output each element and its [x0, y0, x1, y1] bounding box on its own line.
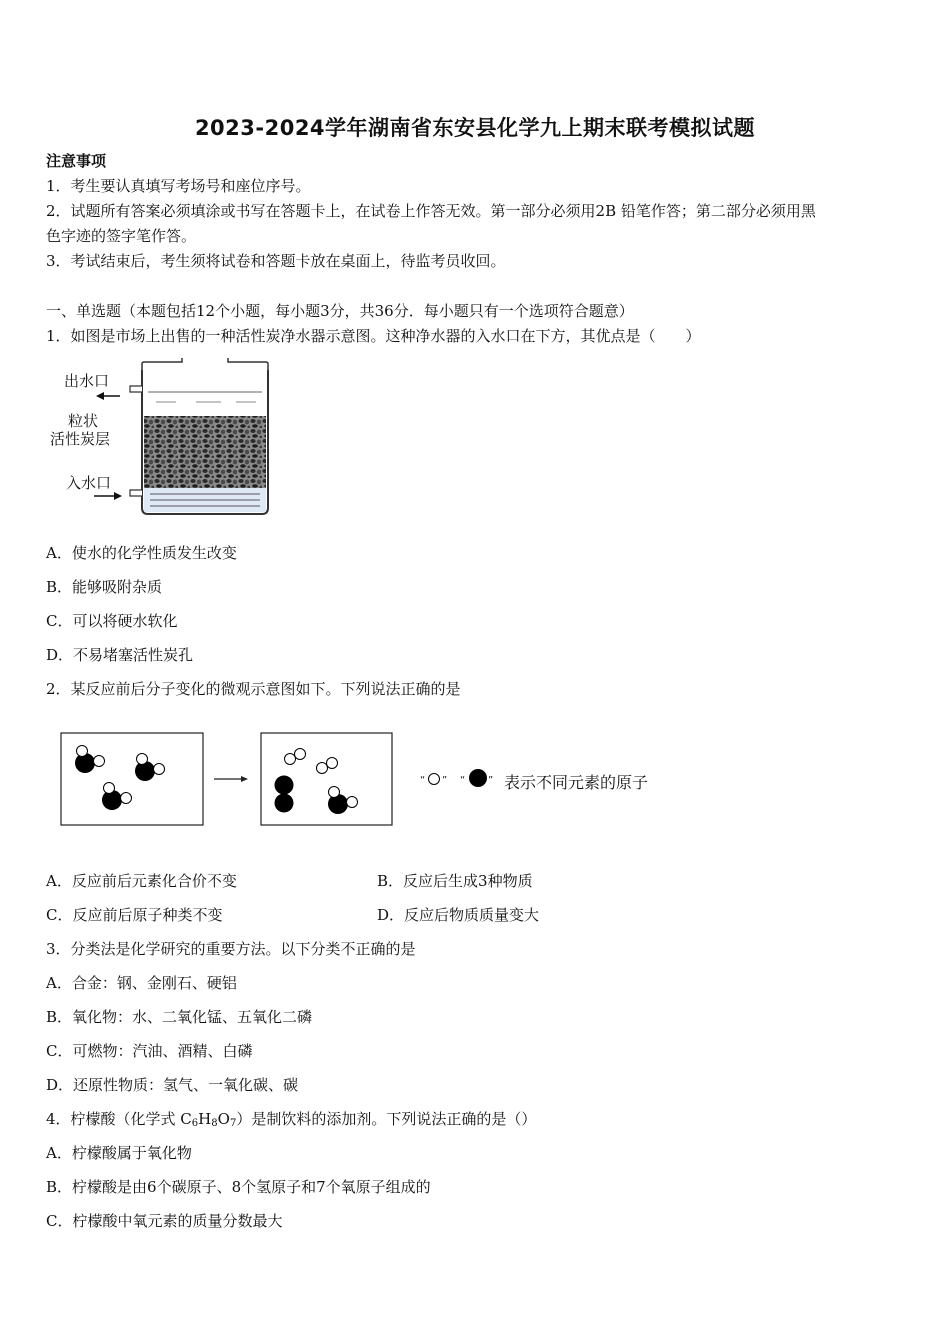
svg-text:”: ” [488, 775, 494, 786]
white-atom-icon [429, 774, 440, 785]
question-2-stem: 2．某反应前后分子变化的微观示意图如下。下列说法正确的是 [46, 680, 461, 698]
formula-sub: 6 [191, 1118, 199, 1129]
q3-option-a: A．合金：钢、金刚石、硬铝 [46, 974, 237, 992]
question-1-stem: 1．如图是市场上出售的一种活性炭净水器示意图。这种净水器的入水口在下方，其优点是（ ） [46, 327, 701, 345]
layer-label-line1: 粒状 [68, 412, 99, 430]
q4-stem-after: ）是制饮料的添加剂。下列说法正确的是（） [236, 1110, 537, 1128]
formula-element: O [217, 1110, 230, 1128]
formula-element: H [198, 1110, 212, 1128]
notice-item: 1．考生要认真填写考场号和座位序号。 [46, 177, 311, 195]
notice-item: 色字迹的签字笔作答。 [46, 227, 197, 245]
notice-item: 2．试题所有答案必须填涂或书写在答题卡上，在试卷上作答无效。第一部分必须用2B 铅笔作答；第二部分必须用黑 [46, 202, 816, 220]
layer-label-line2: 活性炭层 [50, 430, 111, 448]
question-3-stem: 3．分类法是化学研究的重要方法。以下分类不正确的是 [46, 940, 416, 958]
q1-option-d: D．不易堵塞活性炭孔 [46, 646, 194, 664]
section-heading: 一、单选题（本题包括12个小题，每小题3分，共36分．每小题只有一个选项符合题意） [46, 302, 634, 320]
svg-text:”: ” [442, 775, 448, 786]
outlet-label: 出水口 [64, 372, 110, 390]
q3-option-b: B．氧化物：水、二氧化锰、五氧化二磷 [46, 1008, 313, 1026]
q2-option-c: C．反应前后原子种类不变 [46, 906, 223, 924]
q2-option-d: D．反应后物质质量变大 [377, 906, 540, 924]
svg-text:“: “ [420, 775, 426, 786]
question-4-stem [46, 1109, 536, 1134]
water-purifier-figure [46, 358, 274, 520]
black-atom-icon [469, 769, 487, 787]
q3-option-c: C．可燃物：汽油、酒精、白磷 [46, 1042, 253, 1060]
q1-option-a: A．使水的化学性质发生改变 [46, 544, 237, 562]
svg-text:“: “ [460, 775, 466, 786]
q4-option-b: B．柠檬酸是由6个碳原子、8个氢原子和7个氧原子组成的 [46, 1178, 431, 1196]
q1-option-c: C．可以将硬水软化 [46, 612, 178, 630]
q4-option-a: A．柠檬酸属于氧化物 [46, 1144, 192, 1162]
notice-item: 3．考试结束后，考生须将试卷和答题卡放在桌面上，待监考员收回。 [46, 252, 506, 270]
page-title: 2023-2024学年湖南省东安县化学九上期末联考模拟试题 [194, 116, 756, 140]
inlet-label: 入水口 [66, 474, 112, 492]
q4-stem-before: 4．柠檬酸（化学式 C [46, 1110, 192, 1128]
q3-option-d: D．还原性物质：氢气、一氧化碳、碳 [46, 1076, 299, 1094]
notice-heading: 注意事项 [46, 152, 107, 170]
formula-sub: 8 [211, 1118, 218, 1129]
reaction-figure [58, 730, 678, 830]
q1-option-b: B．能够吸附杂质 [46, 578, 163, 596]
formula-sub: 7 [229, 1118, 237, 1129]
q2-option-a: A．反应前后元素化合价不变 [46, 872, 237, 890]
q4-option-c: C．柠檬酸中氧元素的质量分数最大 [46, 1212, 283, 1230]
legend-text: 表示不同元素的原子 [504, 773, 649, 792]
q2-option-b: B．反应后生成3种物质 [377, 872, 533, 890]
